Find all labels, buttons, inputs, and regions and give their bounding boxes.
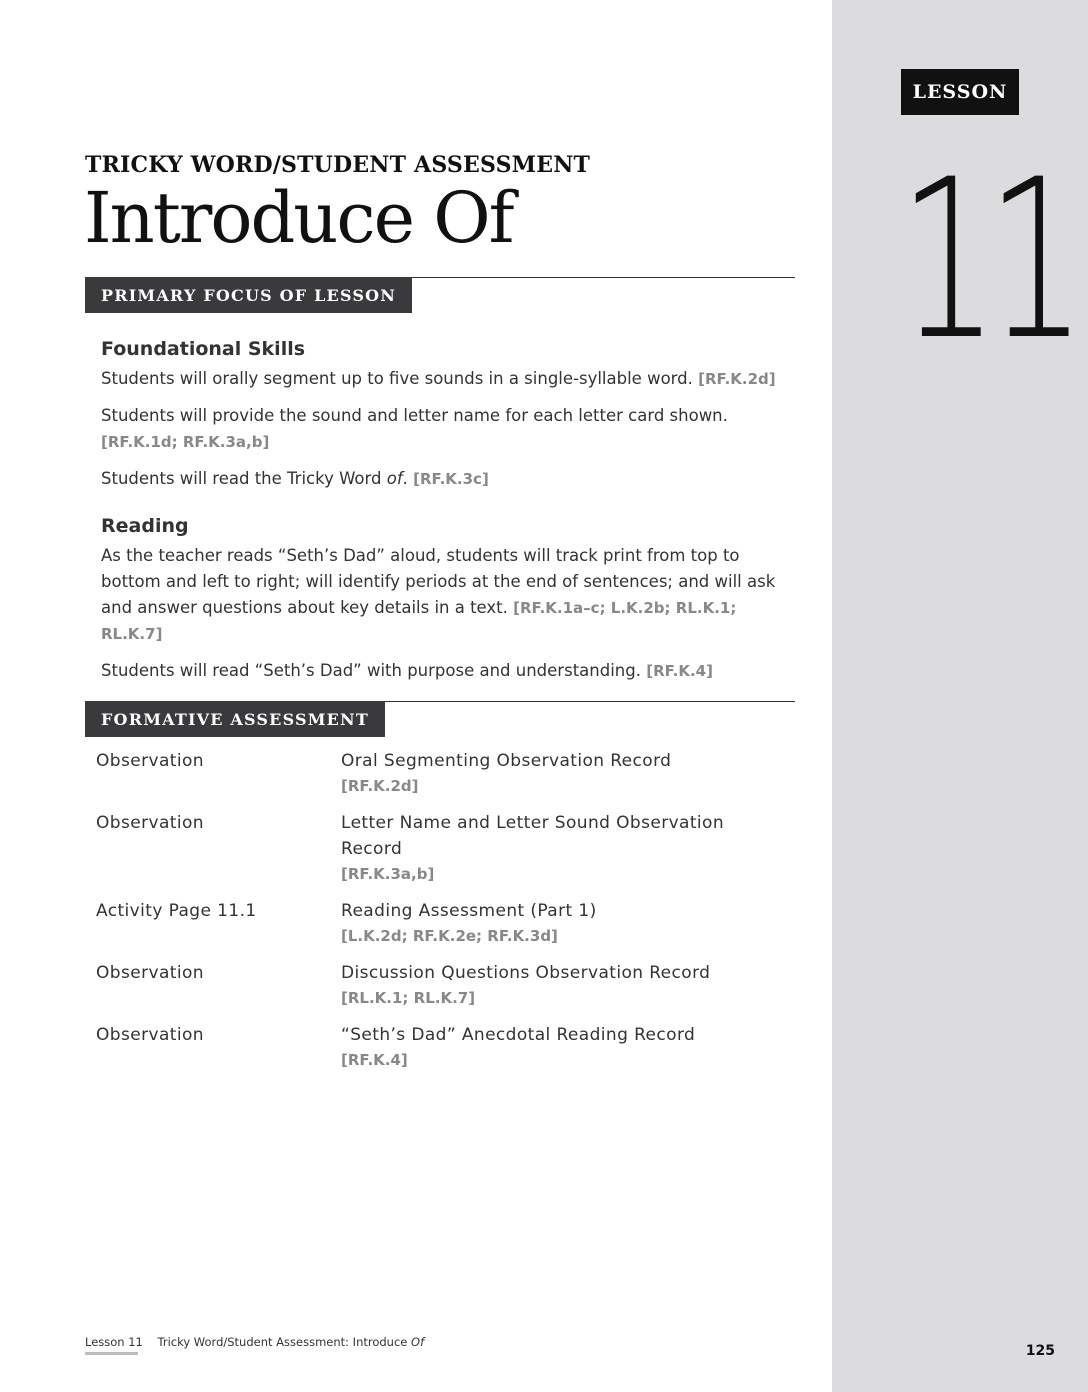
assessment-type: Observation [96, 1025, 204, 1045]
table-row [96, 810, 796, 886]
assessment-name: Discussion Questions Observation Record [341, 963, 711, 983]
assessment-type: Observation [96, 963, 204, 983]
lesson-badge: LESSON [901, 69, 1019, 115]
standard-code: [RF.K.2d] [698, 370, 776, 388]
standard-code: [RL.K.1; RL.K.7] [341, 989, 476, 1007]
table-row [96, 898, 796, 948]
standard-code: [RF.K.4] [646, 662, 713, 680]
page-footer [85, 1335, 424, 1349]
objective: Students will read “Seth’s Dad” with purpose and understanding. [RF.K.4] [101, 661, 713, 680]
table-row [96, 748, 796, 798]
assessment-table [96, 748, 796, 1084]
standard-code: [RF.K.3a,b] [341, 865, 435, 883]
group-heading: Foundational Skills [101, 338, 306, 360]
standard-code: [RF.K.4] [341, 1051, 408, 1069]
standard-code: [RF.K.1d; RF.K.3a,b] [101, 433, 270, 451]
lesson-kicker: TRICKY WORD/STUDENT ASSESSMENT [85, 152, 591, 178]
lesson-number: 11 [898, 132, 1075, 388]
assessment-name: Letter Name and Letter Sound Observation Record [341, 813, 725, 859]
primary-focus-label: PRIMARY FOCUS OF LESSON [85, 277, 412, 313]
objective: Students will orally segment up to five sounds in a single-syllable word. [RF.K.2d] [101, 369, 776, 388]
footer-lesson: Lesson 11 [85, 1335, 143, 1349]
table-row [96, 1022, 796, 1072]
formative-assessment-label: FORMATIVE ASSESSMENT [85, 701, 385, 737]
assessment-type: Observation [96, 813, 204, 833]
standard-code: [RF.K.1a–c; L.K.2b; RL.K.1; RL.K.7] [101, 599, 737, 643]
footer-title-em: Of [411, 1335, 425, 1349]
assessment-name: Oral Segmenting Observation Record [341, 751, 672, 771]
group-heading: Reading [101, 515, 189, 537]
footer-title: Tricky Word/Student Assessment: Introduce [157, 1335, 412, 1349]
page-title: Introduce Of [84, 177, 513, 259]
standard-code: [RF.K.3c] [413, 470, 489, 488]
assessment-type: Activity Page 11.1 [96, 901, 257, 921]
standard-code: [RF.K.2d] [341, 777, 419, 795]
primary-focus-body [101, 338, 801, 695]
table-row [96, 960, 796, 1010]
assessment-type: Observation [96, 751, 204, 771]
page-number: 125 [1025, 1343, 1055, 1359]
footer-underline [85, 1352, 138, 1355]
objective: Students will provide the sound and letter name for each letter card shown. [RF.K.1d; RF.K.3a,b] [101, 406, 728, 451]
assessment-name: “Seth’s Dad” Anecdotal Reading Record [341, 1025, 696, 1045]
objective: As the teacher reads “Seth’s Dad” aloud, students will track print from top to bottom and left to right; will identify periods at the end of sentences; and will ask and answer questions about key details in a text. [RF.K.1a–c; L.K.2b; RL.K.1; RL.K.7] [101, 546, 776, 643]
standard-code: [L.K.2d; RF.K.2e; RF.K.3d] [341, 927, 558, 945]
objective: Students will read the Tricky Word of. [RF.K.3c] [101, 469, 489, 488]
assessment-name: Reading Assessment (Part 1) [341, 901, 597, 921]
